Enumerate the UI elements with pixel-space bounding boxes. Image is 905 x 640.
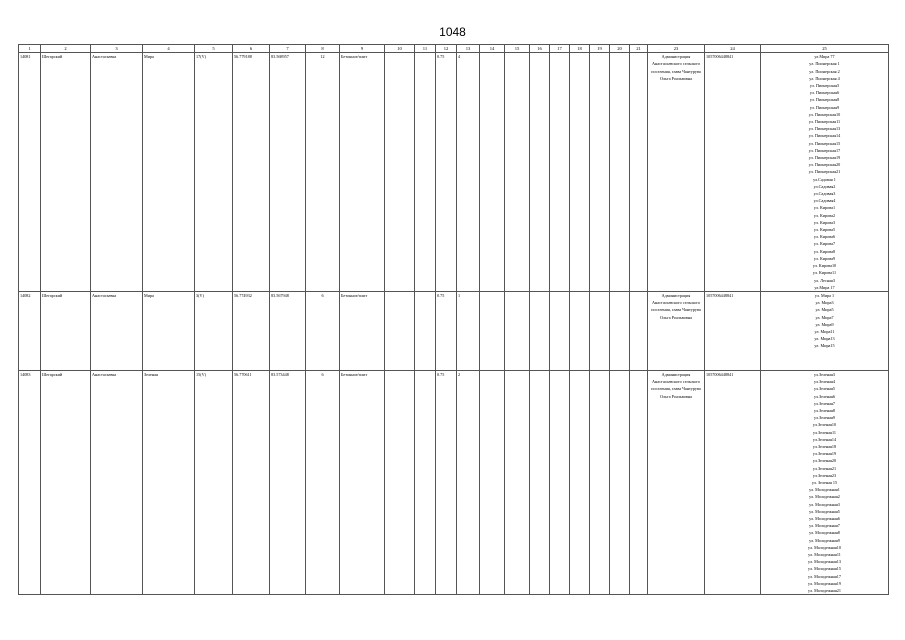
registry-table — [18, 44, 889, 595]
address-line: ул. Кирова10 — [812, 263, 837, 269]
empty-cell — [480, 53, 505, 292]
column-header: 3 — [91, 45, 143, 53]
column-header: 13 — [457, 45, 480, 53]
count-cell: 4 — [457, 53, 480, 292]
empty-cell — [505, 291, 530, 370]
column-header: 17 — [550, 45, 570, 53]
longitude-cell: 83.573448 — [270, 370, 306, 594]
address-line: ул. Молодежная1 — [809, 487, 840, 493]
address-line: ул. Мира11 — [814, 328, 835, 334]
house-cell: 3(V) — [195, 291, 233, 370]
ogrn-cell: 1057006448841 — [705, 370, 761, 594]
address-line: ул. Пионерская19 — [808, 155, 841, 161]
empty-cell — [480, 291, 505, 370]
settlement-cell: Анастасьевка — [91, 291, 143, 370]
address-line: ул. Кирова11 — [812, 270, 837, 276]
column-header: 7 — [270, 45, 306, 53]
address-line: ул. Пионерская 4 — [809, 75, 840, 81]
address-line: ул. Пионерская14 — [808, 133, 841, 139]
address-line: ул. Мира13 — [814, 336, 835, 342]
address-line: ул. Молодежная19 — [808, 580, 841, 586]
addresses-cell — [761, 370, 889, 594]
address-line: ул. Молодежная2 — [809, 494, 840, 500]
empty-cell — [415, 53, 436, 292]
address-line: ул.Зеленая23 — [812, 472, 837, 478]
address-line: ул.Зеленая11 — [812, 429, 836, 435]
volume-cell: 0.75 — [436, 370, 457, 594]
address-line: ул. Пионерская20 — [808, 162, 841, 168]
table-row — [19, 291, 889, 370]
address-line: ул. Молодежная6 — [809, 515, 840, 521]
street-cell: Мира — [143, 291, 195, 370]
empty-cell — [505, 53, 530, 292]
address-line: ул. Кирова3 — [813, 219, 836, 225]
address-line: ул. Молодежная15 — [808, 566, 841, 572]
column-header: 16 — [530, 45, 550, 53]
address-line: ул.Мира 77 — [814, 54, 835, 60]
column-header: 10 — [385, 45, 415, 53]
empty-cell — [570, 291, 590, 370]
empty-cell — [385, 291, 415, 370]
address-line: ул.Зеленая4 — [813, 379, 836, 385]
column-header: 19 — [590, 45, 610, 53]
district-cell: Шегарский — [41, 53, 91, 292]
owner-cell: Администрация Анастасьевского сельского поселения, глава Чантурува Ольга Роальвовна — [648, 291, 705, 370]
address-line: ул.Мира 17 — [814, 284, 835, 290]
address-line: ул. Кирова2 — [813, 212, 836, 218]
address-line: ул.Зеленая9 — [813, 415, 836, 421]
empty-cell — [550, 53, 570, 292]
empty-cell — [590, 370, 610, 594]
column-header: 6 — [233, 45, 270, 53]
surface-cell: Бетонное/плит — [340, 291, 385, 370]
row-id: 14081 — [19, 53, 41, 292]
address-line: ул. Кирова8 — [813, 248, 836, 254]
surface-cell: Бетонное/плит — [340, 370, 385, 594]
address-line: ул. Молодежная8 — [809, 530, 840, 536]
page-number: 1048 — [439, 25, 466, 39]
settlement-cell: Анастасьевка — [91, 53, 143, 292]
column-header: 4 — [143, 45, 195, 53]
header-row — [19, 45, 889, 53]
address-line: ул. Мира9 — [815, 321, 834, 327]
district-cell: Шегарский — [41, 291, 91, 370]
volume-cell: 0.75 — [436, 53, 457, 292]
address-line: ул. Мира 1 — [814, 292, 835, 298]
empty-cell — [530, 291, 550, 370]
house-cell: 17(V) — [195, 53, 233, 292]
count-cell: 2 — [457, 370, 480, 594]
empty-cell — [570, 53, 590, 292]
longitude-cell: 83.568957 — [270, 53, 306, 292]
address-line: ул. Зеленая 15 — [811, 479, 838, 485]
address-line: ул. Кирова1 — [813, 205, 836, 211]
empty-cell — [480, 370, 505, 594]
addresses-cell — [761, 291, 889, 370]
column-header: 12 — [436, 45, 457, 53]
address-line: ул. Молодежная13 — [808, 559, 841, 565]
ogrn-cell: 1057006448841 — [705, 291, 761, 370]
empty-cell — [630, 370, 648, 594]
column-header: 21 — [630, 45, 648, 53]
empty-cell — [550, 291, 570, 370]
empty-cell — [630, 291, 648, 370]
address-line: ул. Молодежная17 — [808, 573, 841, 579]
address-line: ул.Садовая4 — [813, 198, 836, 204]
owner-cell: Администрация Анастасьевского сельского поселения, глава Чантурува Ольга Роальвовна — [648, 370, 705, 594]
address-line: ул. Пионерская10 — [808, 111, 841, 117]
address-line: ул.Садовая 1 — [813, 176, 836, 182]
empty-cell — [590, 291, 610, 370]
address-line: ул.Зеленая3 — [813, 371, 836, 377]
empty-cell — [610, 53, 630, 292]
column-header: 11 — [415, 45, 436, 53]
longitude-cell: 83.567948 — [270, 291, 306, 370]
area-cell: 6 — [306, 370, 340, 594]
latitude-cell: 56.779188 — [233, 53, 270, 292]
latitude-cell: 56.770611 — [233, 370, 270, 594]
address-line: ул. Кирова6 — [813, 234, 836, 240]
volume-cell: 0.75 — [436, 291, 457, 370]
address-line: ул. Пионерская15 — [808, 140, 841, 146]
empty-cell — [415, 291, 436, 370]
address-line: ул. Пионерская17 — [808, 147, 841, 153]
address-line: ул. Молодежная5 — [809, 508, 840, 514]
address-line: ул.Зеленая6 — [813, 393, 836, 399]
count-cell: 1 — [457, 291, 480, 370]
address-line: ул.Зеленая10 — [812, 422, 837, 428]
address-line: ул. Пионерская5 — [809, 83, 840, 89]
area-cell: 6 — [306, 291, 340, 370]
settlement-cell: Анастасьевка — [91, 370, 143, 594]
street-cell: Зеленая — [143, 370, 195, 594]
column-header: 24 — [705, 45, 761, 53]
address-line: ул.Зеленая21 — [812, 465, 837, 471]
address-line: ул.Зеленая8 — [813, 407, 836, 413]
empty-cell — [530, 53, 550, 292]
empty-cell — [385, 370, 415, 594]
column-header: 9 — [340, 45, 385, 53]
empty-cell — [505, 370, 530, 594]
address-line: ул. Кирова7 — [813, 241, 836, 247]
row-id: 14082 — [19, 291, 41, 370]
address-line: ул.Зеленая18 — [812, 443, 837, 449]
address-line: ул. Лесная3 — [814, 277, 835, 283]
column-header: 23 — [648, 45, 705, 53]
ogrn-cell: 1057006448841 — [705, 53, 761, 292]
address-line: ул.Садовая3 — [813, 191, 836, 197]
empty-cell — [550, 370, 570, 594]
address-line: ул. Пионерская6 — [809, 90, 840, 96]
latitude-cell: 56.774932 — [233, 291, 270, 370]
address-line: ул. Кирова5 — [813, 227, 836, 233]
empty-cell — [530, 370, 550, 594]
empty-cell — [385, 53, 415, 292]
column-header: 20 — [610, 45, 630, 53]
address-line: ул. Пионерская13 — [808, 126, 841, 132]
address-line: ул.Зеленая7 — [813, 400, 836, 406]
address-line: ул. Кирова9 — [813, 255, 836, 261]
address-line: ул. Пионерская9 — [809, 104, 840, 110]
table-row — [19, 370, 889, 594]
address-line: ул. Мира5 — [815, 307, 834, 313]
address-line: ул. Мира3 — [815, 300, 834, 306]
address-line: ул.Зеленая14 — [812, 436, 837, 442]
address-line: ул. Пионерская 2 — [809, 68, 840, 74]
address-line: ул.Зеленая19 — [812, 451, 837, 457]
column-header: 14 — [480, 45, 505, 53]
address-line: ул. Пионерская8 — [809, 97, 840, 103]
column-header: 8 — [306, 45, 340, 53]
table-row — [19, 53, 889, 292]
address-line: ул. Пионерская 1 — [809, 61, 840, 67]
house-cell: 15(V) — [195, 370, 233, 594]
address-line: ул. Молодежная3 — [809, 501, 840, 507]
address-line: ул. Мира15 — [814, 343, 835, 349]
address-line: ул.Зеленая5 — [813, 386, 836, 392]
column-header: 1 — [19, 45, 41, 53]
address-line: ул. Молодежная21 — [808, 588, 841, 593]
empty-cell — [570, 370, 590, 594]
address-line: ул. Молодежная10 — [808, 544, 841, 550]
column-header: 5 — [195, 45, 233, 53]
address-line: ул.Зеленая20 — [812, 458, 837, 464]
district-cell: Шегарский — [41, 370, 91, 594]
empty-cell — [610, 370, 630, 594]
column-header: 25 — [761, 45, 889, 53]
empty-cell — [610, 291, 630, 370]
area-cell: 12 — [306, 53, 340, 292]
address-line: ул. Пионерская21 — [808, 169, 841, 175]
column-header: 2 — [41, 45, 91, 53]
address-line: ул.Садовая2 — [813, 183, 836, 189]
empty-cell — [590, 53, 610, 292]
owner-cell: Администрация Анастасьевского сельского поселения, глава Чантурува Ольга Роальвовна — [648, 53, 705, 292]
column-header: 15 — [505, 45, 530, 53]
column-header: 18 — [570, 45, 590, 53]
addresses-cell — [761, 53, 889, 292]
address-line: ул. Молодежная9 — [809, 537, 840, 543]
empty-cell — [630, 53, 648, 292]
address-line: ул. Мира7 — [815, 314, 834, 320]
surface-cell: Бетонное/плит — [340, 53, 385, 292]
address-line: ул. Пионерская11 — [808, 119, 841, 125]
empty-cell — [415, 370, 436, 594]
address-line: ул. Молодежная7 — [809, 523, 840, 529]
address-line: ул. Молодежная11 — [808, 551, 841, 557]
street-cell: Мира — [143, 53, 195, 292]
row-id: 14083 — [19, 370, 41, 594]
